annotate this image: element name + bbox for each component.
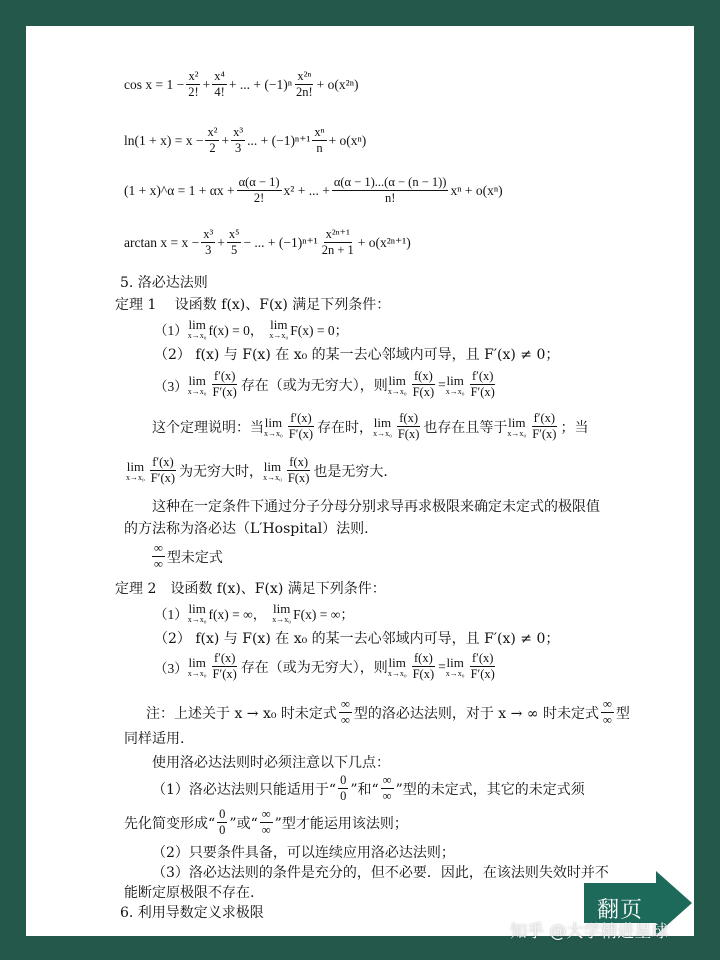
note-line-1: 注：上述关于 x → x₀ 时未定式 ∞ ∞ 型的洛必达法则，对于 x → ∞ 时未定式 ∞ ∞ 型: [146, 697, 630, 728]
note-point-3a: （3）洛必达法则的条件是充分的，但不必要．因此，在该法则失效时并不: [152, 865, 609, 881]
note-point-3b: 能断定原极限不存在.: [124, 885, 255, 901]
zhihu-watermark: 知乎 @大学精进星球: [510, 922, 669, 942]
theorem-2-condition-1: （1） lim x→x₀ f(x) = ∞， lim x→x₀ F(x) = ∞；: [154, 601, 354, 624]
section-heading-6: 6. 利用导数定义求极限: [120, 905, 264, 921]
theorem-1-condition-2: （2） f(x) 与 F(x) 在 x₀ 的某一去心邻域内可导，且 F′(x) ≠ 0；: [154, 347, 560, 363]
note-point-1a: （1）洛必达法则只能适用于“ 0 0 ”和“ ∞ ∞ ”型的未定式，其它的未定式须: [152, 773, 585, 804]
theorem-1-condition-3: （3） lim x→x₀ f′(x) F′(x) 存在（或为无穷大），则 lim x→x₀ $\frac{f(x)}{F(x)}$ = lim x→x₀ f′(x) F′(x): [154, 369, 495, 400]
theorem-2-condition-2: （2） f(x) 与 F(x) 在 x₀ 的某一去心邻域内可导，且 F′(x) ≠ 0；: [154, 631, 560, 647]
section-heading-5: 5. 洛必达法则: [120, 275, 208, 291]
explanation-line-4: 的方法称为洛必达（L′Hospital）法则.: [124, 521, 369, 537]
formula-binomial: (1 + x)^α = 1 + αx + $\frac{\alpha(\alpha - 1)}{2!}$ x² + ... + $\frac{\alpha(\alpha - 1)...(\alpha - (n - 1))}{n!}$ xⁿ + o(xⁿ): [124, 175, 503, 206]
explanation-line-2: lim x→x₀ f′(x) F′(x) 为无穷大时， lim x→x₀ f(x) F(x) 也是无穷大.: [126, 455, 388, 486]
formula-ln: ln(1 + x) = x − $\frac{\text{x²}}{2}$ + $\frac{\text{x³}}{3}$ ... + (−1)ⁿ⁺¹ xⁿ n + o(xⁿ): [124, 125, 367, 156]
document-page: [26, 26, 694, 936]
next-page-label[interactable]: 翻页: [597, 898, 644, 923]
theorem-1-head: 定理 1 设函数 f(x)、F(x) 满足下列条件：: [115, 297, 391, 313]
explanation-line-1: 这个定理说明：当 lim x→x₀ f′(x) F′(x) 存在时， lim x→x₀ f(x) F(x) 也存在且等于 lim x→x₀ f′(x) F′(x) ；当: [152, 411, 589, 442]
infinity-type-heading: ∞ ∞ 型未定式: [154, 541, 223, 572]
theorem-2-condition-3: （3） lim x→x₀ f′(x) F′(x) 存在（或为无穷大），则 lim x→x₀ $\frac{f(x)}{F(x)}$ = lim x→x₀ f′(x) F′(x): [154, 651, 495, 682]
formula-cos: cos x = 1 − $\frac{\text{x²}}{2!}$ + $\frac{\text{x⁴}}{4!}$ + ... + (−1)ⁿ x²ⁿ 2n! + o(x²ⁿ): [124, 69, 359, 100]
note-line-2: 同样适用.: [124, 731, 185, 747]
explanation-line-3: 这种在一定条件下通过分子分母分别求导再求极限来确定未定式的极限值: [152, 499, 600, 515]
formula-arctan: arctan x = x − $\frac{\text{x³}}{3}$ + $\frac{\text{x⁵}}{5}$ − ... + (−1)ⁿ⁺¹ x²ⁿ⁺¹ 2n + 1 + o(x²ⁿ⁺¹): [124, 227, 411, 258]
theorem-1-condition-1: （1） lim x→x₀ f(x) = 0， lim x→x₀ F(x) = 0；: [154, 317, 349, 340]
note-point-2: （2）只要条件具备，可以连续应用洛必达法则；: [152, 845, 455, 861]
note-line-3: 使用洛必达法则时必须注意以下几点：: [152, 755, 390, 771]
note-point-1b: 先化简变形成“ 0 0 ”或“ ∞ ∞ ”型才能运用该法则；: [124, 807, 408, 838]
theorem-2-head: 定理 2 设函数 f(x)、F(x) 满足下列条件：: [115, 581, 386, 597]
